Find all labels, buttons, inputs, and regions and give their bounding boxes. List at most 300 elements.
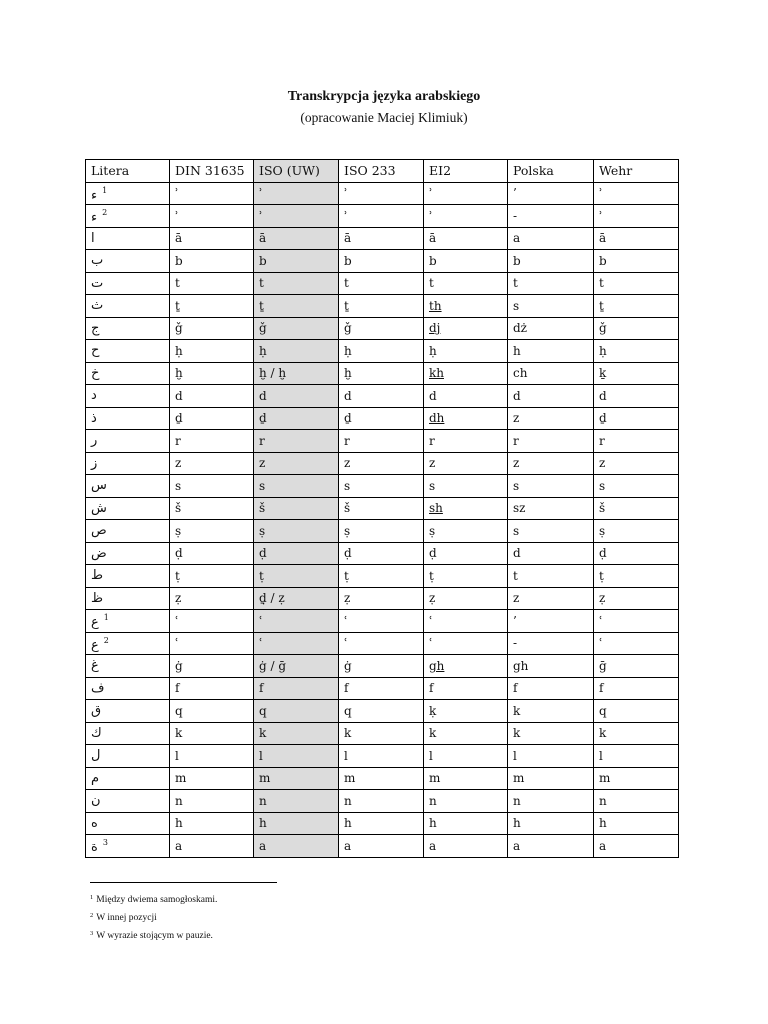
transcription-cell bbox=[424, 767, 508, 790]
transcription-cell bbox=[424, 452, 508, 475]
transcription-value: q bbox=[175, 703, 183, 718]
transcription-value: s bbox=[259, 478, 266, 493]
transcription-cell bbox=[254, 767, 339, 790]
transcription-value: b bbox=[344, 253, 352, 268]
transcription-cell bbox=[508, 745, 594, 768]
letter-cell bbox=[86, 227, 170, 250]
transcription-value: ʾ bbox=[429, 208, 433, 223]
transcription-value: d bbox=[429, 388, 437, 403]
letter-cell bbox=[86, 767, 170, 790]
transcription-value: k bbox=[175, 726, 183, 741]
footnotes bbox=[90, 890, 217, 944]
transcription-value: k bbox=[513, 703, 521, 718]
transcription-cell bbox=[594, 227, 679, 250]
arabic-letter: ك bbox=[91, 725, 102, 741]
letter-cell bbox=[86, 790, 170, 813]
transcription-value: h bbox=[429, 816, 437, 831]
transcription-cell bbox=[594, 340, 679, 363]
transcription-cell bbox=[339, 812, 424, 835]
transcription-value: ʿ bbox=[599, 613, 603, 628]
transcription-cell bbox=[254, 205, 339, 228]
arabic-letter: ل bbox=[91, 748, 101, 764]
footnote-text: W innej pozycji bbox=[96, 913, 157, 923]
table-row bbox=[86, 250, 679, 273]
transcription-value: ẓ bbox=[429, 591, 436, 606]
transcription-value: s bbox=[513, 523, 520, 538]
transcription-value: ǧ bbox=[344, 321, 352, 336]
letter-cell bbox=[86, 812, 170, 835]
transcription-value: ġ / ḡ bbox=[259, 658, 287, 673]
transcription-value: kh bbox=[429, 366, 444, 381]
table-row bbox=[86, 700, 679, 723]
footnote-number: 1 bbox=[90, 894, 94, 901]
transcription-value: a bbox=[599, 838, 607, 853]
footnote-ref: 1 bbox=[102, 185, 108, 195]
transcription-value: r bbox=[599, 433, 605, 448]
footnote-separator bbox=[90, 882, 277, 883]
transcription-cell bbox=[508, 655, 594, 678]
transcription-value: ’ bbox=[513, 613, 517, 628]
transcription-cell bbox=[254, 745, 339, 768]
transcription-value: z bbox=[175, 456, 182, 471]
table-row bbox=[86, 475, 679, 498]
transcription-cell bbox=[424, 677, 508, 700]
transcription-cell bbox=[424, 430, 508, 453]
transcription-cell bbox=[424, 835, 508, 858]
transcription-value: ʿ bbox=[259, 613, 263, 628]
transcription-value: t bbox=[513, 568, 518, 583]
transcription-cell bbox=[339, 722, 424, 745]
transcription-value: ḍ bbox=[429, 546, 437, 561]
table-row bbox=[86, 452, 679, 475]
transcription-value: d bbox=[513, 388, 521, 403]
transcription-value: q bbox=[599, 703, 607, 718]
transcription-value: z bbox=[344, 456, 351, 471]
table-row bbox=[86, 632, 679, 655]
transcription-value: ḥ bbox=[429, 343, 437, 358]
header-cell: Wehr bbox=[594, 160, 679, 183]
transcription-value: q bbox=[259, 703, 267, 718]
transcription-cell bbox=[424, 520, 508, 543]
arabic-letter: ظ bbox=[91, 590, 104, 606]
transcription-cell bbox=[339, 250, 424, 273]
transcription-value: ḫ / ḫ bbox=[259, 366, 287, 381]
transcription-value: k bbox=[599, 726, 607, 741]
transcription-value: ḏ bbox=[259, 411, 267, 426]
transcription-cell bbox=[170, 677, 254, 700]
letter-cell bbox=[86, 610, 170, 633]
transcription-cell bbox=[254, 385, 339, 408]
transcription-value: z bbox=[429, 456, 436, 471]
transcription-value: ʿ bbox=[599, 636, 603, 651]
transcription-value: ḥ bbox=[175, 343, 183, 358]
transcription-cell bbox=[339, 520, 424, 543]
arabic-letter: ط bbox=[91, 568, 104, 584]
header-cell: ISO (UW) bbox=[254, 160, 339, 183]
letter-cell bbox=[86, 317, 170, 340]
transcription-cell bbox=[508, 407, 594, 430]
table-row bbox=[86, 520, 679, 543]
letter-cell bbox=[86, 565, 170, 588]
transcription-value: ʾ bbox=[344, 208, 348, 223]
footnote bbox=[90, 890, 217, 908]
table-row bbox=[86, 182, 679, 205]
transcription-cell bbox=[170, 610, 254, 633]
transcription-cell bbox=[170, 812, 254, 835]
transcription-value: ṣ bbox=[599, 523, 606, 538]
transcription-cell bbox=[254, 430, 339, 453]
transcription-value: ʾ bbox=[599, 186, 603, 201]
letter-cell bbox=[86, 632, 170, 655]
transcription-cell bbox=[594, 407, 679, 430]
transcription-value: m bbox=[513, 771, 525, 786]
transcription-value: gh bbox=[429, 658, 445, 673]
transcription-cell bbox=[339, 362, 424, 385]
letter-cell bbox=[86, 677, 170, 700]
transcription-value: n bbox=[599, 793, 607, 808]
letter-cell bbox=[86, 655, 170, 678]
transcription-cell bbox=[424, 722, 508, 745]
transcription-cell bbox=[594, 475, 679, 498]
transcription-cell bbox=[254, 632, 339, 655]
table-row bbox=[86, 205, 679, 228]
letter-cell bbox=[86, 520, 170, 543]
transcription-cell bbox=[424, 475, 508, 498]
transcription-value: ṯ bbox=[344, 298, 349, 313]
transcription-cell bbox=[424, 587, 508, 610]
header-cell: EI2 bbox=[424, 160, 508, 183]
transcription-value: ā bbox=[344, 231, 352, 246]
transcription-value: z bbox=[259, 456, 266, 471]
arabic-letter: ء bbox=[91, 210, 98, 226]
footnote-ref: 3 bbox=[102, 838, 108, 848]
letter-cell bbox=[86, 407, 170, 430]
transcription-cell bbox=[424, 542, 508, 565]
transcription-value: dh bbox=[429, 411, 445, 426]
letter-cell bbox=[86, 835, 170, 858]
transcription-cell bbox=[424, 565, 508, 588]
transcription-cell bbox=[170, 407, 254, 430]
transcription-cell bbox=[254, 295, 339, 318]
transcription-cell bbox=[339, 700, 424, 723]
transcription-value: ǧ bbox=[259, 321, 267, 336]
table-row bbox=[86, 340, 679, 363]
transcription-value: t bbox=[344, 276, 349, 291]
transcription-cell bbox=[594, 430, 679, 453]
transcription-cell bbox=[254, 520, 339, 543]
transcription-cell bbox=[339, 317, 424, 340]
transcription-value: ḍ bbox=[344, 546, 352, 561]
transcription-cell bbox=[170, 452, 254, 475]
transcription-cell bbox=[508, 475, 594, 498]
arabic-letter: م bbox=[91, 770, 100, 786]
transcription-value: a bbox=[429, 838, 437, 853]
transcription-cell bbox=[508, 700, 594, 723]
transcription-value: f bbox=[429, 681, 434, 696]
transcription-value: k bbox=[429, 726, 437, 741]
transcription-value: d bbox=[513, 546, 521, 561]
table-row bbox=[86, 362, 679, 385]
transcription-value: ḥ bbox=[259, 343, 267, 358]
footnote-text: Między dwiema samogłoskami. bbox=[96, 895, 218, 905]
transcription-value: r bbox=[513, 433, 519, 448]
letter-cell bbox=[86, 250, 170, 273]
transcription-cell bbox=[254, 475, 339, 498]
transcription-value: h bbox=[344, 816, 352, 831]
table-row bbox=[86, 497, 679, 520]
transcription-cell bbox=[508, 767, 594, 790]
transcription-value: s bbox=[429, 478, 436, 493]
transcription-value: z bbox=[513, 591, 520, 606]
transcription-cell bbox=[508, 587, 594, 610]
transcription-cell bbox=[170, 722, 254, 745]
transcription-cell bbox=[339, 655, 424, 678]
transcription-cell bbox=[594, 317, 679, 340]
transcription-cell bbox=[424, 295, 508, 318]
transcription-cell bbox=[424, 340, 508, 363]
table-body bbox=[86, 160, 679, 858]
transcription-cell bbox=[254, 655, 339, 678]
transcription-value: r bbox=[344, 433, 350, 448]
transcription-cell bbox=[170, 475, 254, 498]
transcription-value: ʿ bbox=[429, 636, 433, 651]
transcription-cell bbox=[508, 340, 594, 363]
transcription-cell bbox=[594, 632, 679, 655]
transcription-value: ḫ bbox=[175, 366, 183, 381]
transcription-cell bbox=[170, 835, 254, 858]
transcription-cell bbox=[339, 430, 424, 453]
transcription-value: ch bbox=[513, 366, 528, 381]
transcription-cell bbox=[508, 722, 594, 745]
transcription-value: m bbox=[429, 771, 441, 786]
transcription-cell bbox=[254, 610, 339, 633]
transcription-value: th bbox=[429, 298, 442, 313]
transcription-cell bbox=[508, 227, 594, 250]
transcription-cell bbox=[170, 430, 254, 453]
transcription-value: t bbox=[259, 276, 264, 291]
transcription-cell bbox=[254, 587, 339, 610]
transcription-value: n bbox=[175, 793, 183, 808]
arabic-letter: س bbox=[91, 478, 107, 494]
transcription-value: d bbox=[599, 388, 607, 403]
transcription-value: ḥ bbox=[344, 343, 352, 358]
arabic-letter: ة bbox=[91, 840, 98, 856]
table-row bbox=[86, 430, 679, 453]
transcription-cell bbox=[594, 767, 679, 790]
transcription-cell bbox=[170, 227, 254, 250]
transcription-cell bbox=[170, 655, 254, 678]
table-row bbox=[86, 317, 679, 340]
transcription-value: - bbox=[513, 636, 518, 651]
transcription-cell bbox=[170, 385, 254, 408]
transcription-cell bbox=[170, 700, 254, 723]
transcription-cell bbox=[594, 812, 679, 835]
transcription-cell bbox=[594, 295, 679, 318]
transcription-value: ṭ bbox=[429, 568, 434, 583]
arabic-letter: ش bbox=[91, 500, 107, 516]
arabic-letter: ف bbox=[91, 680, 105, 696]
transcription-value: ṣ bbox=[344, 523, 351, 538]
transcription-value: - bbox=[513, 208, 518, 223]
transcription-cell bbox=[254, 700, 339, 723]
transcription-cell bbox=[254, 317, 339, 340]
transcription-value: ʾ bbox=[259, 186, 263, 201]
transcription-value: b bbox=[175, 253, 183, 268]
transcription-value: ʾ bbox=[259, 208, 263, 223]
transcription-cell bbox=[424, 250, 508, 273]
transcription-value: l bbox=[175, 748, 179, 763]
transcription-cell bbox=[594, 250, 679, 273]
letter-cell bbox=[86, 745, 170, 768]
transcription-cell bbox=[594, 205, 679, 228]
letter-cell bbox=[86, 205, 170, 228]
footnote-number: 2 bbox=[90, 912, 94, 919]
arabic-letter: ص bbox=[91, 523, 107, 539]
transcription-cell bbox=[594, 587, 679, 610]
table-header-row bbox=[86, 160, 679, 183]
transcription-value: ṭ bbox=[599, 568, 604, 583]
transcription-value: l bbox=[599, 748, 603, 763]
table-row bbox=[86, 722, 679, 745]
arabic-letter: ث bbox=[91, 298, 104, 314]
transcription-value: k bbox=[513, 726, 521, 741]
transcription-value: m bbox=[599, 771, 611, 786]
transcription-value: ḍ bbox=[259, 546, 267, 561]
letter-cell bbox=[86, 722, 170, 745]
transcription-value: sz bbox=[513, 501, 526, 516]
transcription-value: ā bbox=[599, 231, 607, 246]
transcription-cell bbox=[170, 565, 254, 588]
transcription-value: b bbox=[259, 253, 267, 268]
transcription-value: k bbox=[259, 726, 267, 741]
transcription-value: a bbox=[513, 838, 521, 853]
transcription-cell bbox=[339, 340, 424, 363]
letter-cell bbox=[86, 430, 170, 453]
transcription-cell bbox=[508, 610, 594, 633]
transcription-value: ḫ bbox=[344, 366, 352, 381]
transcription-cell bbox=[254, 362, 339, 385]
arabic-letter: ق bbox=[91, 703, 102, 719]
transcription-cell bbox=[170, 767, 254, 790]
transcription-value: š bbox=[175, 501, 182, 516]
transcription-value: ṯ bbox=[599, 298, 604, 313]
transcription-value: a bbox=[344, 838, 352, 853]
transcription-cell bbox=[170, 250, 254, 273]
transcription-value: f bbox=[599, 681, 604, 696]
transcription-cell bbox=[594, 497, 679, 520]
letter-cell bbox=[86, 182, 170, 205]
table-row bbox=[86, 565, 679, 588]
table-row bbox=[86, 812, 679, 835]
transcription-cell bbox=[508, 317, 594, 340]
letter-cell bbox=[86, 385, 170, 408]
transcription-cell bbox=[170, 542, 254, 565]
transcription-cell bbox=[508, 272, 594, 295]
table-row bbox=[86, 677, 679, 700]
transcription-cell bbox=[424, 790, 508, 813]
transcription-cell bbox=[424, 317, 508, 340]
transcription-cell bbox=[339, 182, 424, 205]
transcription-value: ġ bbox=[175, 658, 183, 673]
transcription-cell bbox=[508, 295, 594, 318]
header-cell: Polska bbox=[508, 160, 594, 183]
transcription-value: ġ bbox=[344, 658, 352, 673]
transcription-value: ḏ̣ / ẓ bbox=[259, 591, 285, 606]
table-row bbox=[86, 655, 679, 678]
arabic-letter: ا bbox=[91, 230, 95, 246]
transcription-value: ẓ bbox=[344, 591, 351, 606]
table-row bbox=[86, 790, 679, 813]
letter-cell bbox=[86, 542, 170, 565]
transcription-value: s bbox=[513, 478, 520, 493]
transcription-value: gh bbox=[513, 658, 529, 673]
letter-cell bbox=[86, 497, 170, 520]
transcription-cell bbox=[594, 385, 679, 408]
footnote bbox=[90, 908, 217, 926]
transcription-value: h bbox=[513, 343, 521, 358]
transcription-cell bbox=[424, 700, 508, 723]
transcription-value: f bbox=[175, 681, 180, 696]
letter-cell bbox=[86, 362, 170, 385]
transcription-value: r bbox=[429, 433, 435, 448]
letter-cell bbox=[86, 587, 170, 610]
transcription-cell bbox=[594, 452, 679, 475]
transcription-cell bbox=[254, 407, 339, 430]
transcription-cell bbox=[594, 182, 679, 205]
header-cell: Litera bbox=[86, 160, 170, 183]
header-cell: ISO 233 bbox=[339, 160, 424, 183]
arabic-letter: ع bbox=[91, 637, 99, 653]
letter-cell bbox=[86, 700, 170, 723]
transcription-value: ḍ bbox=[599, 546, 607, 561]
arabic-letter: ح bbox=[91, 343, 100, 359]
transcription-value: dż bbox=[513, 321, 528, 336]
transcription-value: ṯ bbox=[175, 298, 180, 313]
transcription-cell bbox=[170, 520, 254, 543]
transcription-value: ḏ bbox=[175, 411, 183, 426]
transcription-cell bbox=[254, 677, 339, 700]
transcription-cell bbox=[170, 497, 254, 520]
transcription-value: m bbox=[259, 771, 271, 786]
transcription-value: š bbox=[259, 501, 266, 516]
footnote-text: W wyrazie stojącym w pauzie. bbox=[96, 931, 213, 941]
transcription-cell bbox=[594, 542, 679, 565]
transcription-value: d bbox=[175, 388, 183, 403]
transcription-cell bbox=[254, 182, 339, 205]
transcription-value: ḏ bbox=[344, 411, 352, 426]
transcription-cell bbox=[424, 272, 508, 295]
table-row bbox=[86, 227, 679, 250]
transcription-value: ʿ bbox=[259, 636, 263, 651]
transcription-cell bbox=[508, 835, 594, 858]
arabic-letter: د bbox=[91, 388, 97, 404]
transcription-cell bbox=[508, 250, 594, 273]
transcription-value: ʿ bbox=[175, 613, 179, 628]
transcription-value: ʾ bbox=[344, 186, 348, 201]
transcription-value: h bbox=[599, 816, 607, 831]
transcription-cell bbox=[508, 542, 594, 565]
transcription-cell bbox=[424, 227, 508, 250]
transcription-value: ā bbox=[259, 231, 267, 246]
transcription-cell bbox=[424, 497, 508, 520]
transcription-cell bbox=[508, 497, 594, 520]
transcription-cell bbox=[254, 722, 339, 745]
transcription-value: ḡ bbox=[599, 658, 607, 673]
transcription-cell bbox=[170, 745, 254, 768]
transcription-value: ʿ bbox=[175, 636, 179, 651]
transcription-value: ǧ bbox=[175, 321, 183, 336]
transcription-cell bbox=[424, 745, 508, 768]
